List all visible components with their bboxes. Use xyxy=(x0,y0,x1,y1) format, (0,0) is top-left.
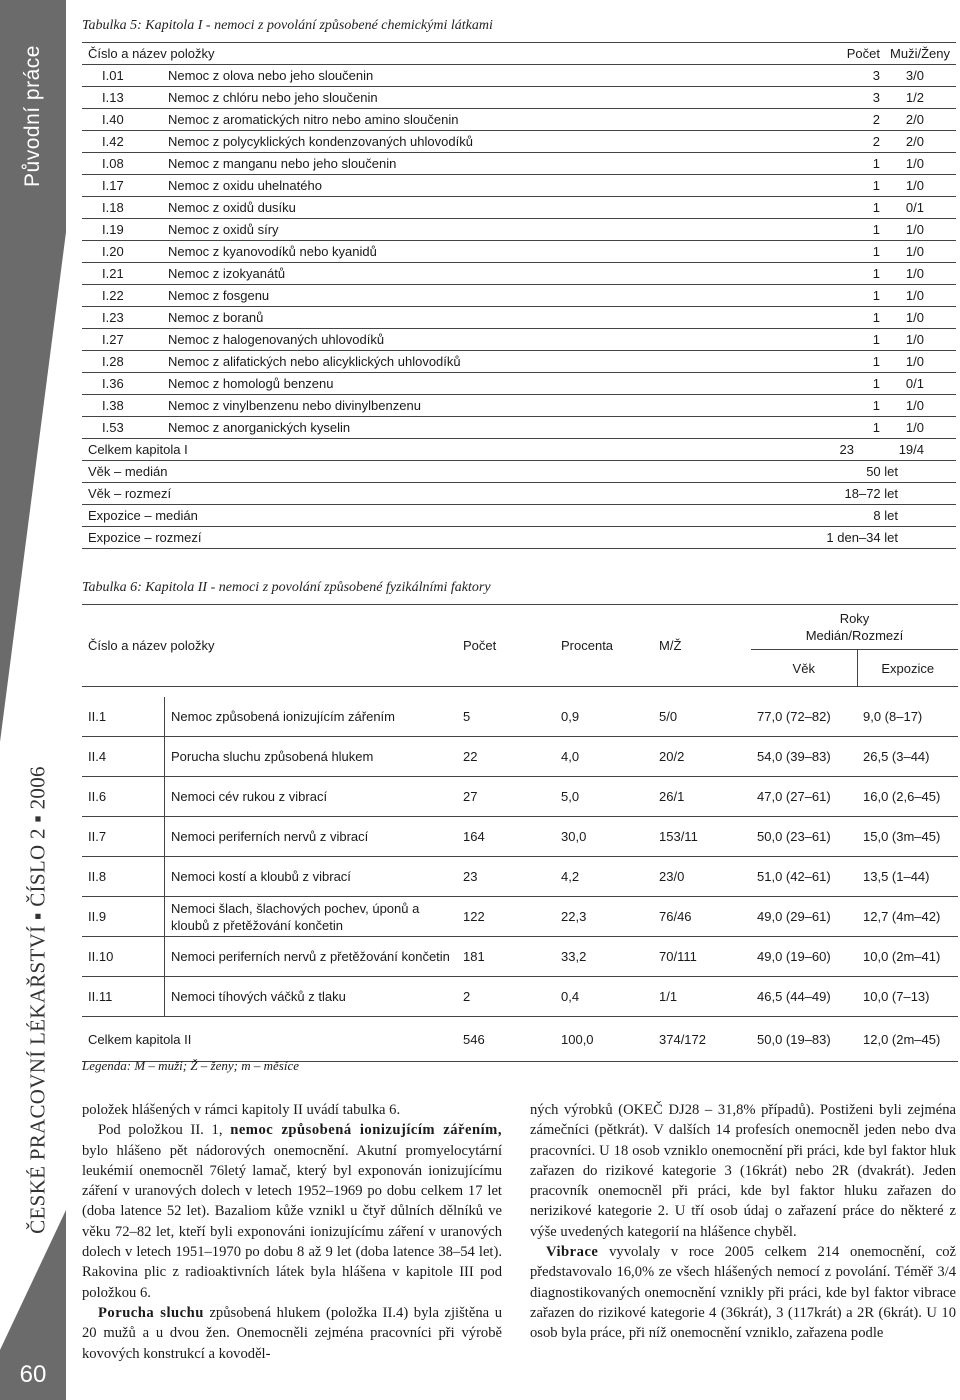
table-row xyxy=(82,329,956,351)
item-count: 1 xyxy=(734,197,890,219)
item-name: Nemoc z homologů benzenu xyxy=(168,373,734,395)
item-men-women: 20/2 xyxy=(653,737,751,777)
section-tab xyxy=(0,0,66,232)
table-row xyxy=(82,817,958,857)
table5-header-count: Počet xyxy=(734,43,890,65)
item-name: Nemoc z aromatických nitro nebo amino sloučenin xyxy=(168,109,734,131)
table5-header-row xyxy=(82,43,956,65)
table-row xyxy=(82,737,958,777)
table-row xyxy=(82,219,956,241)
summary-value: 1 den–34 let xyxy=(734,527,956,549)
item-age: 47,0 (27–61) xyxy=(751,777,857,817)
item-men-women: 23/0 xyxy=(653,857,751,897)
item-name: Nemoc z manganu nebo jeho sloučenin xyxy=(168,153,734,175)
item-code: I.18 xyxy=(82,197,168,219)
summary-row xyxy=(82,461,956,483)
table-row xyxy=(82,109,956,131)
table-row xyxy=(82,285,956,307)
item-percent: 30,0 xyxy=(555,817,653,857)
item-count: 1 xyxy=(734,373,890,395)
item-men-women: 3/0 xyxy=(890,65,956,87)
total-men-women: 374/172 xyxy=(653,1017,751,1062)
item-men-women: 1/0 xyxy=(890,351,956,373)
item-men-women: 1/1 xyxy=(659,989,678,1004)
item-name: Nemoc z halogenovaných uhlovodíků xyxy=(168,329,734,351)
item-men-women: 1/0 xyxy=(890,153,956,175)
item-code: I.23 xyxy=(82,307,168,329)
table-row xyxy=(82,977,958,1017)
table6-header-group xyxy=(751,605,958,650)
item-count: 181 xyxy=(457,937,555,977)
table6-total-row xyxy=(82,1017,958,1062)
table6-legend: Legenda: M – muži; Ž – ženy; m – měsíce xyxy=(82,1058,299,1073)
summary-label: Věk – medián xyxy=(82,461,734,483)
table6-header-age: Věk xyxy=(751,650,857,687)
item-men-women: 1/0 xyxy=(890,241,956,263)
table-row xyxy=(82,897,958,937)
table6 xyxy=(82,604,958,1062)
item-exposure: 12,7 (4m–42) xyxy=(857,897,958,937)
item-name: Nemoci periferních nervů z vibrací xyxy=(165,817,458,857)
item-count: 1 xyxy=(734,285,890,307)
item-name: Nemoc z oxidů dusíku xyxy=(168,197,734,219)
item-men-women: 1/0 xyxy=(890,417,956,439)
item-name: Nemoc z vinylbenzenu nebo divinylbenzenu xyxy=(168,395,734,417)
table6-header-mf: M/Ž xyxy=(653,605,751,687)
paragraph: položek hlášených v rámci kapitoly II uvádí tabulka 6. xyxy=(82,1102,401,1118)
summary-value: 18–72 let xyxy=(734,483,956,505)
item-men-women: 2/0 xyxy=(890,109,956,131)
item-men-women: 1/0 xyxy=(890,395,956,417)
journal-title: ČESKÉ PRACOVNÍ LÉKAŘSTVÍ ▪ ČÍSLO 2 ▪ 2006 xyxy=(25,766,50,1234)
item-code: II.4 xyxy=(82,737,165,777)
summary-label: Expozice – rozmezí xyxy=(82,527,734,549)
table-row xyxy=(82,697,958,737)
item-count: 27 xyxy=(457,777,555,817)
item-count: 122 xyxy=(457,897,555,937)
item-age: 49,0 (29–61) xyxy=(751,897,857,937)
summary-row xyxy=(82,527,956,549)
item-men-women: 1/0 xyxy=(890,263,956,285)
item-count: 1 xyxy=(734,263,890,285)
total-count: 23 xyxy=(734,439,890,461)
item-code: I.36 xyxy=(82,373,168,395)
item-name: Nemoc z oxidu uhelnatého xyxy=(168,175,734,197)
table6-header-median-range: Medián/Rozmezí xyxy=(805,628,904,643)
item-age: 50,0 (23–61) xyxy=(751,817,857,857)
text-column-left xyxy=(82,1100,502,1364)
item-percent: 0,4 xyxy=(561,989,580,1004)
item-code: I.19 xyxy=(82,219,168,241)
item-name: Nemoc z oxidů síry xyxy=(168,219,734,241)
item-percent: 4,2 xyxy=(555,857,653,897)
item-percent: 33,2 xyxy=(555,937,653,977)
item-count: 1 xyxy=(734,153,890,175)
section-tab-wedge xyxy=(0,232,66,742)
item-code: I.53 xyxy=(82,417,168,439)
item-code: I.08 xyxy=(82,153,168,175)
table-row xyxy=(82,417,956,439)
item-name: Nemoc z olova nebo jeho sloučenin xyxy=(168,65,734,87)
item-men-women: 2/0 xyxy=(890,131,956,153)
item-count: 5 xyxy=(457,697,555,737)
item-code: I.01 xyxy=(82,65,168,87)
item-count: 1 xyxy=(734,241,890,263)
item-count: 1 xyxy=(734,219,890,241)
item-code: II.7 xyxy=(82,817,165,857)
item-name: Nemoc z anorganických kyselin xyxy=(168,417,734,439)
summary-row xyxy=(82,505,956,527)
table-row xyxy=(82,937,958,977)
item-age: 54,0 (39–83) xyxy=(751,737,857,777)
item-code: I.22 xyxy=(82,285,168,307)
item-name: Nemoc z kyanovodíků nebo kyanidů xyxy=(168,241,734,263)
item-men-women: 153/11 xyxy=(653,817,751,857)
item-men-women: 5/0 xyxy=(653,697,751,737)
table6-header-count: Počet xyxy=(457,605,555,687)
item-men-women: 1/0 xyxy=(890,285,956,307)
item-men-women: 0/1 xyxy=(890,373,956,395)
item-count: 2 xyxy=(734,109,890,131)
item-men-women: 1/0 xyxy=(890,175,956,197)
item-exposure: 16,0 (2,6–45) xyxy=(857,777,958,817)
table-row xyxy=(82,307,956,329)
item-exposure: 15,0 (3m–45) xyxy=(857,817,958,857)
item-count: 1 xyxy=(734,395,890,417)
item-code: II.8 xyxy=(82,857,165,897)
item-code: I.40 xyxy=(82,109,168,131)
item-code: I.38 xyxy=(82,395,168,417)
item-count: 1 xyxy=(734,329,890,351)
table6-caption: Tabulka 6: Kapitola II - nemoci z povolání způsobené fyzikálními faktory xyxy=(82,580,491,595)
item-name: Nemoc z polycyklických kondenzovaných uhlovodíků xyxy=(168,131,734,153)
table5 xyxy=(82,42,956,549)
item-men-women: 0/1 xyxy=(890,197,956,219)
total-men-women: 19/4 xyxy=(890,439,956,461)
table-row xyxy=(82,197,956,219)
item-name: Nemoci periferních nervů z přetěžování končetin xyxy=(165,937,458,977)
item-name: Nemoc z boranů xyxy=(168,307,734,329)
table5-caption: Tabulka 5: Kapitola I - nemoci z povolání způsobené chemickými látkami xyxy=(82,18,493,33)
item-count: 1 xyxy=(734,175,890,197)
total-count: 546 xyxy=(457,1017,555,1062)
table6-header-name: Číslo a název položky xyxy=(82,605,457,687)
table-row xyxy=(82,777,958,817)
item-count: 164 xyxy=(457,817,555,857)
section-title: Původní práce xyxy=(21,45,44,187)
item-count: 2 xyxy=(463,989,471,1004)
item-exposure: 26,5 (3–44) xyxy=(857,737,958,777)
item-count: 1 xyxy=(734,307,890,329)
table5-total-row xyxy=(82,439,956,461)
item-count: 3 xyxy=(734,65,890,87)
item-count: 23 xyxy=(457,857,555,897)
summary-label: Věk – rozmezí xyxy=(82,483,734,505)
table6-header-years: Roky xyxy=(839,611,870,626)
item-code: II.11 xyxy=(82,977,165,1017)
paragraph: ných výrobků (OKEČ DJ28 – 31,8% případů). Postiženi byli zejména zámečníci (pětkrát). V dalších 14 profesích onemocněl jeden nebo dva pracovníci. U 18 osob vzniklo onemocnění při práci, kde byl faktor hluk zařazen do rizikové kategorie 3 (16krát) nebo 2R (dvakrát). Jeden pracovník onemocněl při práci, kde byl faktor hluku zařazen do nerizikové kategorie 2. U tří osob údaj o zařazení práce do některé z výše uvedených kategorií na hlášence chyběl. xyxy=(530,1102,956,1240)
table-row xyxy=(82,263,956,285)
item-exposure: 10,0 (2m–41) xyxy=(857,937,958,977)
item-name: Nemoc z fosgenu xyxy=(168,285,734,307)
table-row xyxy=(82,857,958,897)
total-percent: 100,0 xyxy=(555,1017,653,1062)
item-code: II.6 xyxy=(82,777,165,817)
item-code: I.28 xyxy=(82,351,168,373)
summary-row xyxy=(82,483,956,505)
table5-header-mf: Muži/Ženy xyxy=(890,43,956,65)
item-name: Nemoc způsobená ionizujícím zářením xyxy=(165,697,458,737)
summary-label: Expozice – medián xyxy=(82,505,734,527)
total-age: 50,0 (19–83) xyxy=(751,1017,857,1062)
item-age: 46,5 (44–49) xyxy=(757,989,831,1004)
item-percent: 5,0 xyxy=(555,777,653,817)
item-name: Nemoc z chlóru nebo jeho sloučenin xyxy=(168,87,734,109)
item-men-women: 1/0 xyxy=(890,329,956,351)
table-row xyxy=(82,153,956,175)
item-code: II.1 xyxy=(82,697,165,737)
total-exposure: 12,0 (2m–45) xyxy=(857,1017,958,1062)
table-row xyxy=(82,175,956,197)
table-row xyxy=(82,65,956,87)
table-row xyxy=(82,241,956,263)
item-code: I.13 xyxy=(82,87,168,109)
item-age: 49,0 (19–60) xyxy=(751,937,857,977)
item-code: I.42 xyxy=(82,131,168,153)
paragraph: Vibrace vyvolaly v roce 2005 celkem 214 onemocnění, což představovalo 16,0% ze všech hlášených nemocí z povolání. Téměř 3/4 diagnostikovaných onemocnění vznikly při práci, kde byl faktor vibrace zařazen do rizikové kategorie 4 (36krát), 3 (117krát) a 2R (6krát). U 10 osob byla práce, při níž onemocnění vzniklo, zařazena podle xyxy=(530,1244,956,1342)
item-name: Nemoc z alifatických nebo alicyklických uhlovodíků xyxy=(168,351,734,373)
page-number: 60 xyxy=(0,1350,66,1400)
table6-header-pct: Procenta xyxy=(555,605,653,687)
total-label: Celkem kapitola II xyxy=(82,1017,457,1062)
item-count: 22 xyxy=(457,737,555,777)
item-age: 51,0 (42–61) xyxy=(751,857,857,897)
item-exposure: 13,5 (1–44) xyxy=(857,857,958,897)
table-row xyxy=(82,131,956,153)
item-name: Nemoci cév rukou z vibrací xyxy=(165,777,458,817)
item-code: II.9 xyxy=(82,897,165,937)
item-men-women: 1/0 xyxy=(890,219,956,241)
table-row xyxy=(82,351,956,373)
table6-header-row xyxy=(82,605,958,650)
item-men-women: 1/0 xyxy=(890,307,956,329)
item-count: 2 xyxy=(734,131,890,153)
item-men-women: 70/111 xyxy=(653,937,751,977)
item-men-women: 1/2 xyxy=(890,87,956,109)
item-name: Nemoc z izokyanátů xyxy=(168,263,734,285)
item-men-women: 76/46 xyxy=(653,897,751,937)
table-row xyxy=(82,395,956,417)
paragraph: Porucha sluchu způsobená hlukem (položka II.4) byla zjištěna u 20 mužů a u dvou žen. Onemocněli zejména pracovníci při výrobě kovových konstrukcí a kovoděl- xyxy=(82,1304,502,1362)
item-age: 77,0 (72–82) xyxy=(751,697,857,737)
table-row xyxy=(82,87,956,109)
summary-value: 50 let xyxy=(734,461,956,483)
item-count: 1 xyxy=(734,351,890,373)
page-number-wedge xyxy=(0,1210,66,1350)
table6-header-exposure: Expozice xyxy=(857,650,958,687)
item-code: I.21 xyxy=(82,263,168,285)
item-percent: 4,0 xyxy=(555,737,653,777)
item-name: Nemoci tíhových váčků z tlaku xyxy=(171,989,346,1004)
item-code: II.10 xyxy=(82,937,165,977)
item-name: Nemoci šlach, šlachových pochev, úponů a kloubů z přetěžování končetin xyxy=(165,897,458,937)
text-column-right xyxy=(530,1100,956,1344)
item-percent: 0,9 xyxy=(555,697,653,737)
item-code: I.17 xyxy=(82,175,168,197)
total-label: Celkem kapitola I xyxy=(82,439,734,461)
item-code: I.20 xyxy=(82,241,168,263)
table5-header-name: Číslo a název položky xyxy=(82,43,734,65)
item-exposure: 10,0 (7–13) xyxy=(863,989,930,1004)
item-percent: 22,3 xyxy=(555,897,653,937)
summary-value: 8 let xyxy=(734,505,956,527)
table-row xyxy=(82,373,956,395)
item-count: 3 xyxy=(734,87,890,109)
item-count: 1 xyxy=(734,417,890,439)
item-name: Nemoci kostí a kloubů z vibrací xyxy=(165,857,458,897)
item-code: I.27 xyxy=(82,329,168,351)
paragraph: Pod položkou II. 1, nemoc způsobená ionizujícím zářením, bylo hlášeno pět nádorových onemocnění. Akutní promyelocytární leukémií onemocněl 76letý lamač, který byl exponován ionizujícímu záření v uranových dolech v letech 1952–1969 po dobu celkem 17 let (doba latence 52 let). Bazaliom kůže vznikl u čtyř důlních dělníků ve věku 72–82 let, kteří byli exponováni ionizujícímu záření v uranových dolech v letech 1951–1970 po dobu 8 až 9 let (doba latence 38–54 let). Rakovina plic z radioaktivních látek byla hlášena v kapitole III pod položkou 6. xyxy=(82,1122,502,1301)
item-exposure: 9,0 (8–17) xyxy=(857,697,958,737)
item-name: Porucha sluchu způsobená hlukem xyxy=(165,737,458,777)
item-men-women: 26/1 xyxy=(653,777,751,817)
